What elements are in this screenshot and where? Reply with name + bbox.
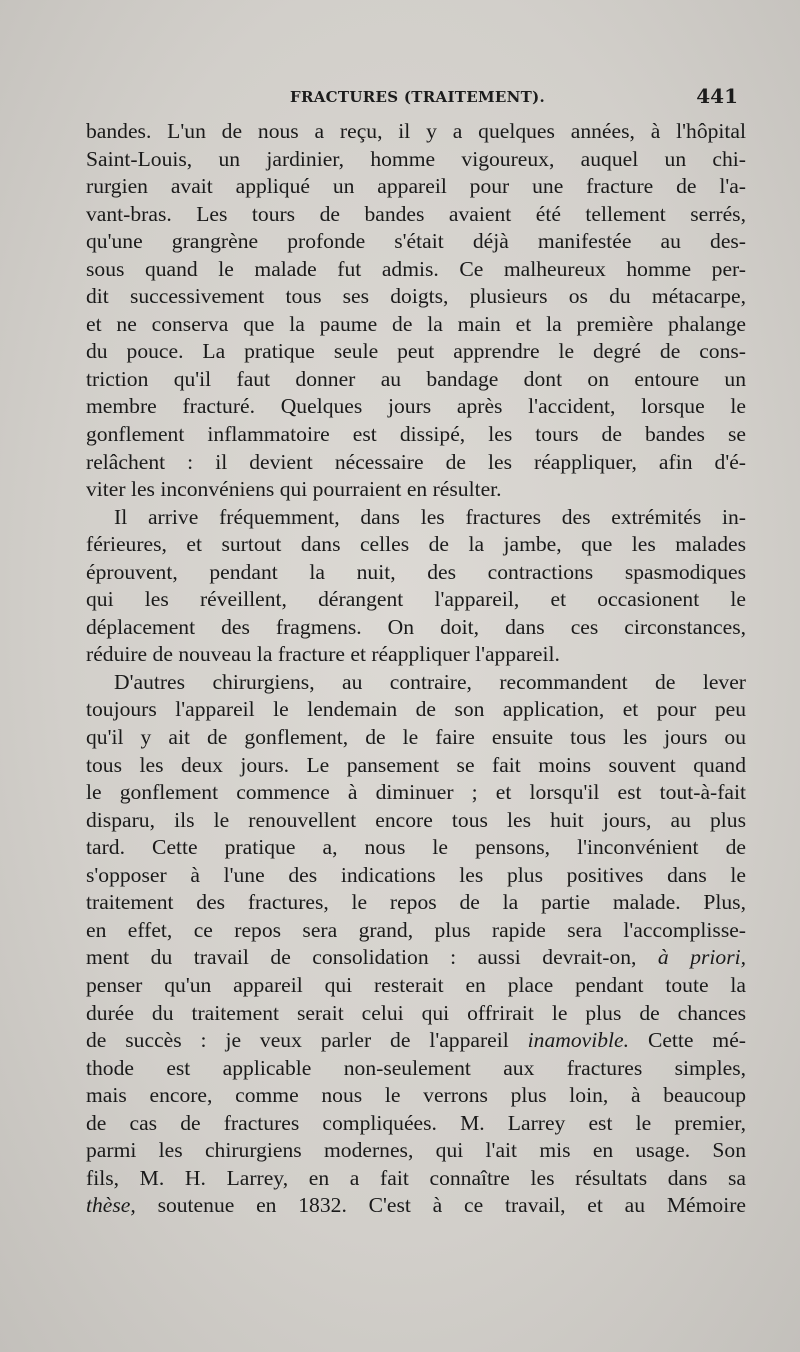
line-text: qui les réveillent, dérangent l'appareil, et occasionent le <box>86 587 746 612</box>
line-text: déplacement des fragmens. On doit, dans ces circonstances, <box>86 614 746 639</box>
text-line <box>86 173 746 201</box>
text-line <box>86 917 746 945</box>
line-text: du pouce. La pratique seule peut apprendre le degré de cons- <box>86 339 746 364</box>
line-text: traitement des fractures, le repos de la partie malade. Plus, <box>86 890 746 915</box>
text-line <box>86 889 746 917</box>
line-text: tard. Cette pratique a, nous le pensons, l'inconvénient de <box>86 835 746 860</box>
text-line <box>86 531 746 559</box>
text-line <box>86 421 746 449</box>
text-line <box>86 283 746 311</box>
text-line <box>86 504 746 532</box>
line-text: durée du traitement serait celui qui offrirait le plus de chances <box>86 1000 746 1025</box>
text-line <box>86 1055 746 1083</box>
text-line <box>86 1192 746 1220</box>
text-line <box>86 862 746 890</box>
text-line <box>86 586 746 614</box>
body-text <box>86 118 746 1220</box>
page-header <box>86 84 746 114</box>
running-title: FRACTURES (TRAITEMENT). <box>290 88 545 106</box>
line-text: bandes. L'un de nous a reçu, il y a quelques années, à l'hôpital <box>86 119 746 143</box>
line-text: thode est applicable non-seulement aux fractures simples, <box>86 1055 746 1080</box>
line-text: gonflement inflammatoire est dissipé, les tours de bandes se <box>86 422 746 447</box>
text-line <box>86 559 746 587</box>
line-text: vant-bras. Les tours de bandes avaient été tellement serrés, <box>86 201 746 226</box>
line-text: s'opposer à l'une des indications les plus positives dans le <box>86 862 746 887</box>
text-line <box>86 366 746 394</box>
italic-text: à priori, <box>657 945 746 970</box>
text-line <box>86 1110 746 1138</box>
text-line <box>86 201 746 229</box>
line-text: toujours l'appareil le lendemain de son application, et pour peu <box>86 697 746 722</box>
text-line <box>86 1137 746 1165</box>
line-text-continued: Cette mé- <box>647 1028 746 1053</box>
line-text: qu'une grangrène profonde s'était déjà manifestée au des- <box>86 229 746 254</box>
text-line <box>86 228 746 256</box>
line-text: et ne conserva que la paume de la main et la première phalange <box>86 311 746 336</box>
text-line <box>86 641 746 669</box>
line-text: mais encore, comme nous le verrons plus loin, à beaucoup <box>86 1083 746 1108</box>
text-line <box>86 449 746 477</box>
line-text: de succès : je veux parler de l'appareil <box>86 1028 509 1053</box>
text-line <box>86 338 746 366</box>
line-text: fils, M. H. Larrey, en a fait connaître les résultats dans sa <box>86 1165 746 1190</box>
text-line <box>86 724 746 752</box>
text-line <box>86 752 746 780</box>
text-line <box>86 696 746 724</box>
text-line <box>86 807 746 835</box>
text-line <box>86 1000 746 1028</box>
text-line <box>86 1027 746 1055</box>
line-text: viter les inconvéniens qui pourraient en résulter. <box>86 477 502 502</box>
text-line <box>86 669 746 697</box>
line-text: soutenue en 1832. C'est à ce travail, et au Mémoire <box>157 1193 746 1218</box>
text-line <box>86 614 746 642</box>
italic-text: thèse, <box>86 1193 136 1218</box>
line-text: triction qu'il faut donner au bandage dont on entoure un <box>86 366 746 391</box>
line-text: membre fracturé. Quelques jours après l'accident, lorsque le <box>86 394 746 419</box>
text-line <box>86 1165 746 1193</box>
line-text: qu'il y ait de gonflement, de le faire ensuite tous les jours ou <box>86 725 746 750</box>
line-text: ment du travail de consolidation : aussi devrait-on, <box>86 945 637 970</box>
line-text: de cas de fractures compliquées. M. Larrey est le premier, <box>86 1110 746 1135</box>
line-text: penser qu'un appareil qui resterait en place pendant toute la <box>86 972 746 997</box>
line-text: Saint-Louis, un jardinier, homme vigoureux, auquel un chi- <box>86 146 746 171</box>
text-line <box>86 779 746 807</box>
line-text: le gonflement commence à diminuer ; et lorsqu'il est tout-à-fait <box>86 780 746 805</box>
line-text: sous quand le malade fut admis. Ce malheureux homme per- <box>86 256 746 281</box>
line-text: D'autres chirurgiens, au contraire, recommandent de lever <box>114 669 746 694</box>
line-text: Il arrive fréquemment, dans les fractures des extrémités in- <box>114 504 746 529</box>
line-text: dit successivement tous ses doigts, plusieurs os du métacarpe, <box>86 284 746 309</box>
text-line <box>86 256 746 284</box>
text-line <box>86 476 746 504</box>
line-text: parmi les chirurgiens modernes, qui l'ait mis en usage. Son <box>86 1138 746 1163</box>
line-text: en effet, ce repos sera grand, plus rapide sera l'accomplisse- <box>86 917 746 942</box>
text-line <box>86 118 746 146</box>
text-line <box>86 972 746 1000</box>
text-line <box>86 1082 746 1110</box>
line-text: tous les deux jours. Le pansement se fait moins souvent quand <box>86 752 746 777</box>
page-number: 441 <box>696 84 738 108</box>
line-text: férieures, et surtout dans celles de la jambe, que les malades <box>86 532 746 557</box>
text-line <box>86 834 746 862</box>
line-text: relâchent : il devient nécessaire de les réappliquer, afin d'é- <box>86 449 746 474</box>
line-text: rurgien avait appliqué un appareil pour une fracture de l'a- <box>86 174 746 199</box>
text-line <box>86 393 746 421</box>
italic-text: inamovible. <box>527 1028 630 1053</box>
line-text: éprouvent, pendant la nuit, des contractions spasmodiques <box>86 559 746 584</box>
line-text: réduire de nouveau la fracture et réappliquer l'appareil. <box>86 642 560 667</box>
text-line <box>86 944 746 972</box>
text-line <box>86 146 746 174</box>
line-text: disparu, ils le renouvellent encore tous les huit jours, au plus <box>86 807 746 832</box>
text-line <box>86 311 746 339</box>
